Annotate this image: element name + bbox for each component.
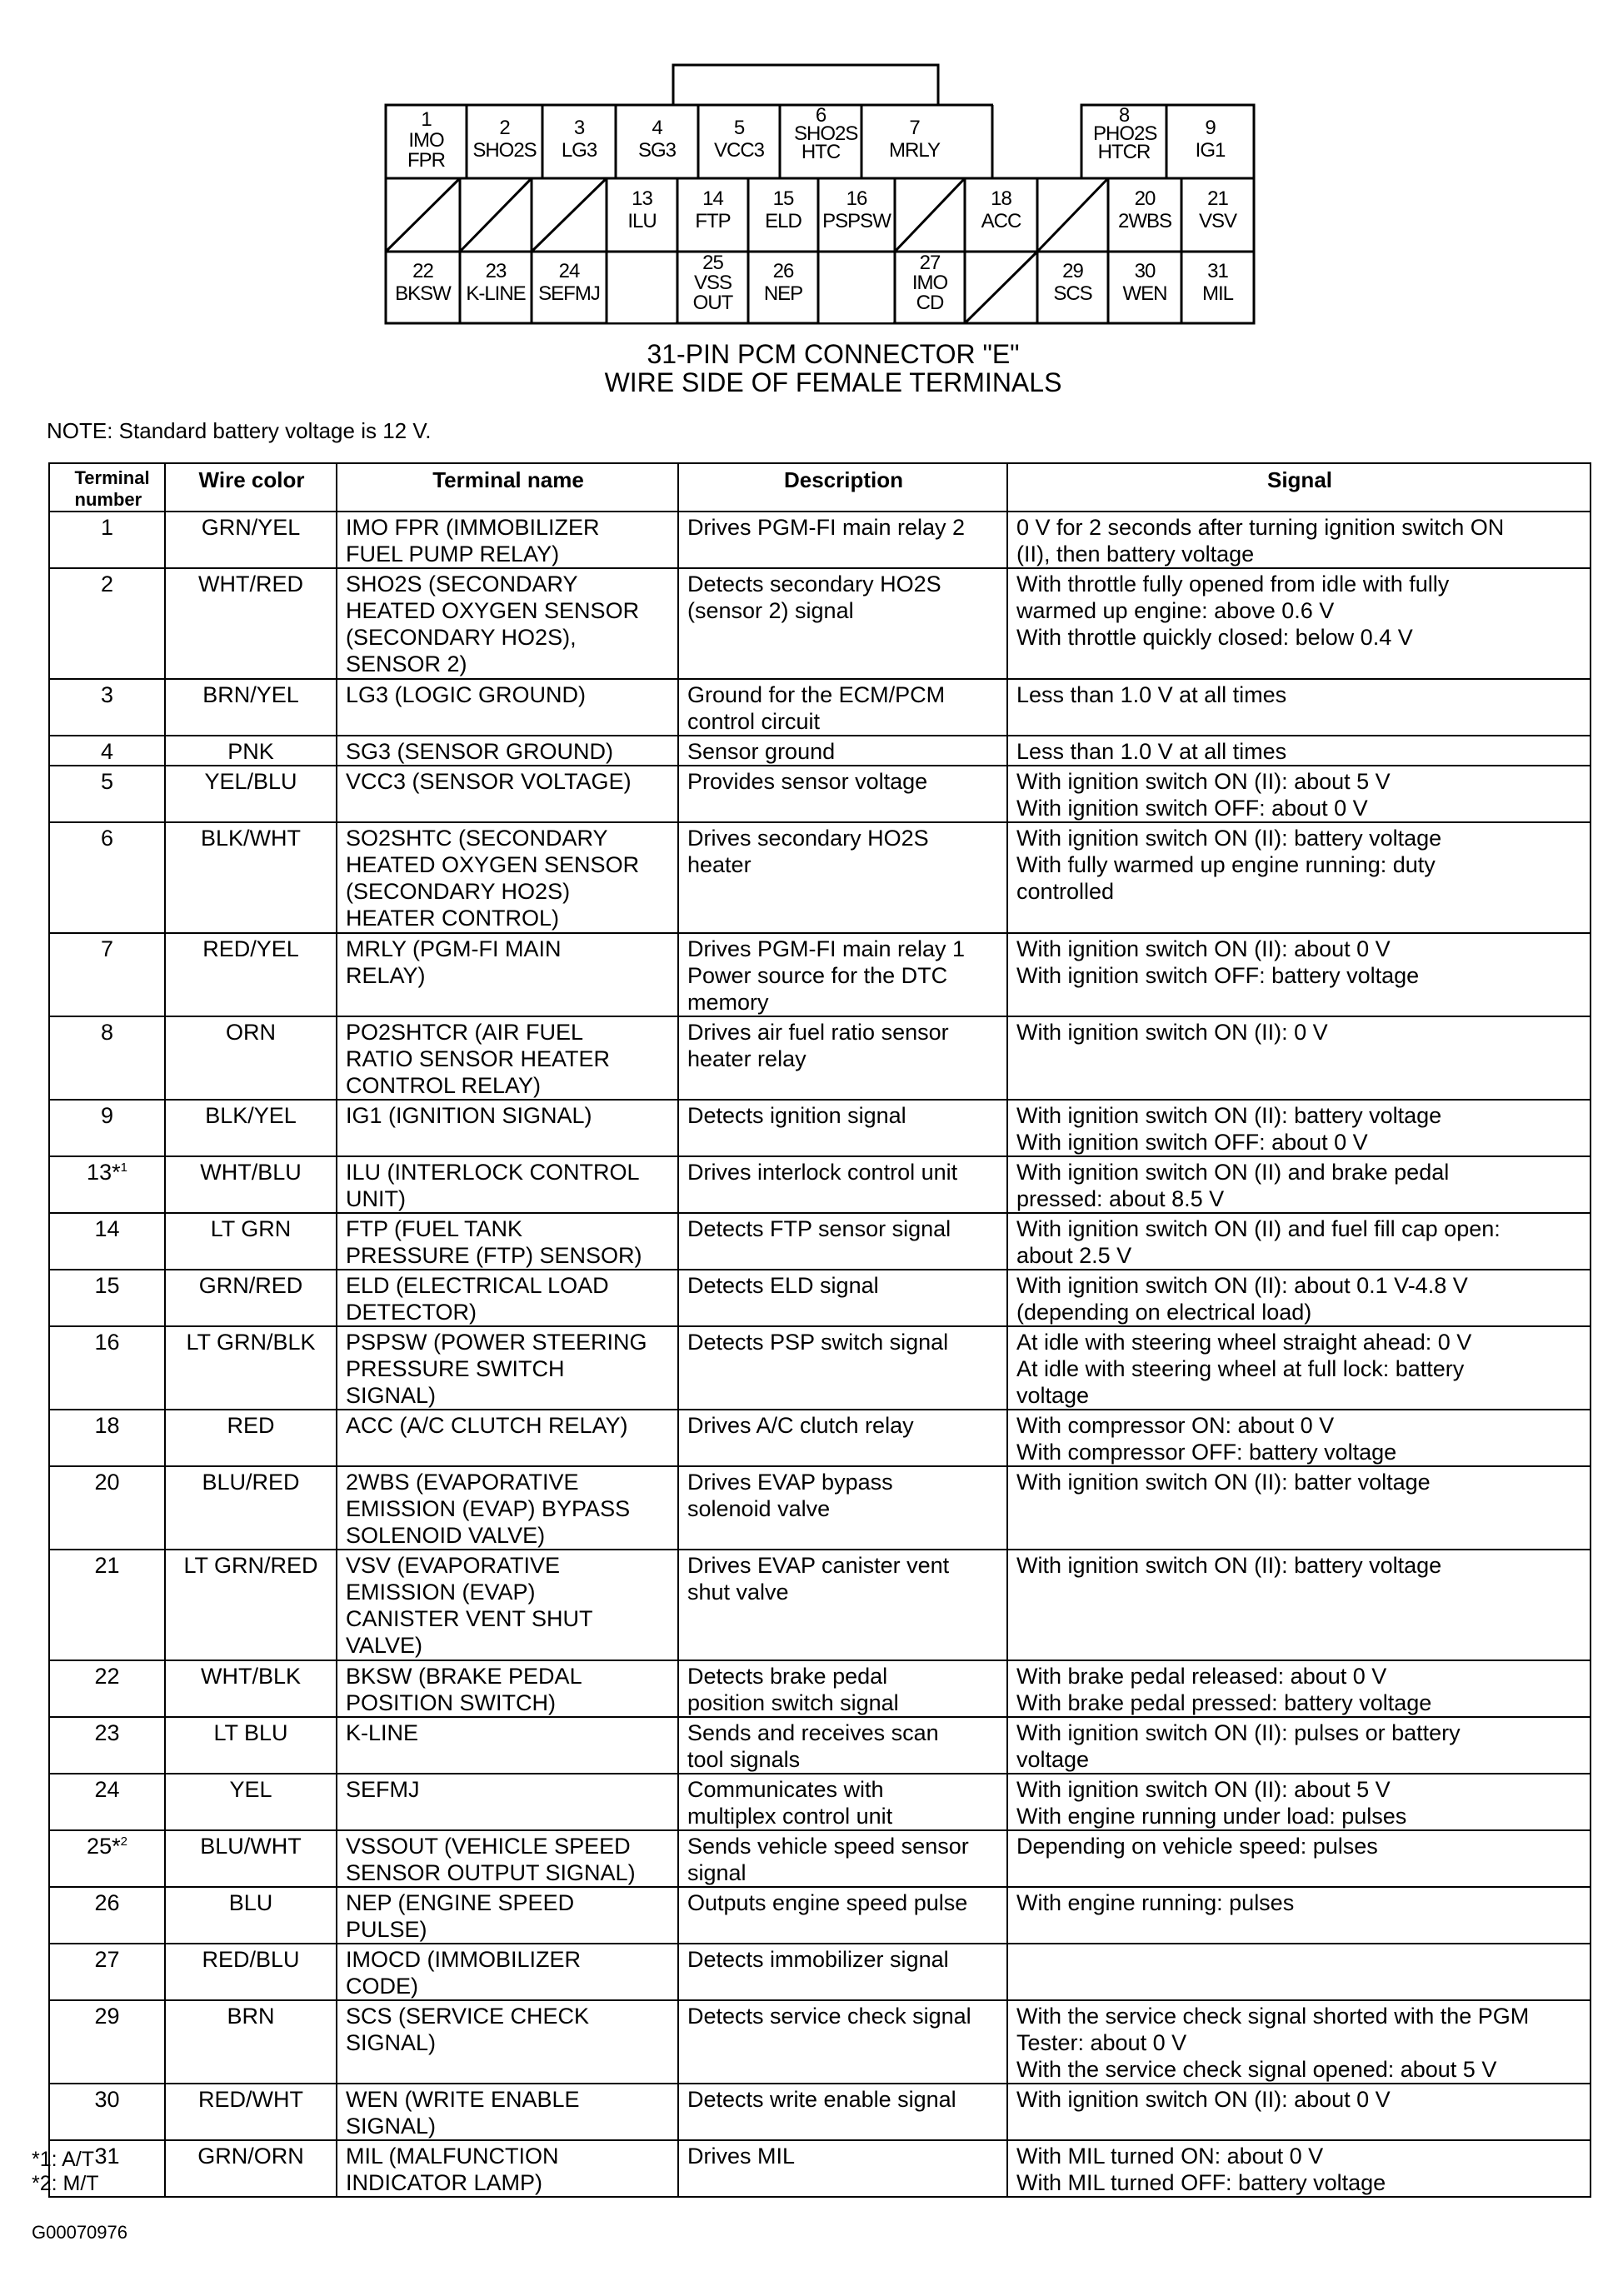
wire-color-cell: BRN <box>165 2000 337 2084</box>
terminal-name-cell: IMO FPR (IMMOBILIZER FUEL PUMP RELAY) <box>337 512 678 568</box>
pin-number: 15 <box>772 187 794 210</box>
table-row <box>49 1887 1591 1944</box>
pin-number: 16 <box>846 187 867 210</box>
terminal-name-cell: SHO2S (SECONDARY HEATED OXYGEN SENSOR (SECONDARY HO2S), SENSOR 2) <box>337 568 678 679</box>
pin-name: 2WBS <box>1117 210 1171 232</box>
signal-cell: With ignition switch ON (II): about 0 V With ignition switch OFF: battery voltage <box>1007 933 1591 1016</box>
connector-pin-14 <box>677 187 748 232</box>
terminal-name-cell: PO2SHTCR (AIR FUEL RATIO SENSOR HEATER CONTROL RELAY) <box>337 1016 678 1100</box>
footnote-1: *1: A/T <box>32 2148 95 2171</box>
pin-name: ILU <box>627 210 657 232</box>
connector-pin-20 <box>1108 187 1181 232</box>
connector-pin-22 <box>386 260 460 305</box>
wire-color-cell: LT BLU <box>165 1717 337 1774</box>
terminal-name-cell: ELD (ELECTRICAL LOAD DETECTOR) <box>337 1270 678 1326</box>
terminal-number-cell: 31 <box>49 2140 165 2197</box>
description-cell: Detects FTP sensor signal <box>678 1213 1007 1270</box>
terminal-name-cell: MIL (MALFUNCTION INDICATOR LAMP) <box>337 2140 678 2197</box>
connector-pin-15 <box>748 187 818 232</box>
terminal-number-cell: 15 <box>49 1270 165 1326</box>
terminal-number-cell: 5 <box>49 766 165 822</box>
connector-caption-title: 31-PIN PCM CONNECTOR "E" <box>647 339 1020 369</box>
terminal-name-cell: SO2SHTC (SECONDARY HEATED OXYGEN SENSOR (SECONDARY HO2S) HEATER CONTROL) <box>337 822 678 933</box>
description-cell: Sends and receives scan tool signals <box>678 1717 1007 1774</box>
connector-pin-7 <box>861 117 992 162</box>
connector-caption <box>500 340 1166 397</box>
pin-number: 20 <box>1134 187 1156 210</box>
signal-cell: With ignition switch ON (II): battery voltage With ignition switch OFF: about 0 V <box>1007 1100 1591 1156</box>
terminal-number-cell: 23 <box>49 1717 165 1774</box>
pin-name: SG3 <box>637 139 677 162</box>
terminal-number-cell: 4 <box>49 736 165 766</box>
connector-pin-6 <box>780 104 861 163</box>
description-cell: Detects brake pedal position switch signal <box>678 1660 1007 1717</box>
wire-color-cell: WHT/BLK <box>165 1660 337 1717</box>
connector-pin-31 <box>1181 260 1254 305</box>
pin-name: BKSW <box>395 282 451 305</box>
connector-caption-subtitle: WIRE SIDE OF FEMALE TERMINALS <box>604 367 1062 397</box>
table-row <box>49 1016 1591 1100</box>
pin-number: 1 <box>421 108 432 131</box>
connector-pin-3 <box>542 117 616 162</box>
terminal-name-cell: BKSW (BRAKE PEDAL POSITION SWITCH) <box>337 1660 678 1717</box>
table-row <box>49 1550 1591 1660</box>
pin-number: 29 <box>1062 260 1083 282</box>
connector-pin-4 <box>616 117 698 162</box>
connector-pin-25 <box>677 253 748 313</box>
signal-cell: With MIL turned ON: about 0 V With MIL turned OFF: battery voltage <box>1007 2140 1591 2197</box>
terminal-number-cell: 6 <box>49 822 165 933</box>
pin-number: 21 <box>1207 187 1228 210</box>
wire-color-cell: GRN/YEL <box>165 512 337 568</box>
pin-number: 23 <box>485 260 507 282</box>
description-cell: Drives interlock control unit <box>678 1156 1007 1213</box>
pin-name: ELD <box>765 210 802 232</box>
pin-number: 13 <box>632 187 652 210</box>
description-cell: Detects secondary HO2S (sensor 2) signal <box>678 568 1007 679</box>
terminal-number-cell: 2 <box>49 568 165 679</box>
signal-cell: With ignition switch ON (II) and fuel fill cap open: about 2.5 V <box>1007 1213 1591 1270</box>
pin-number: 31 <box>1207 260 1228 282</box>
terminal-name-cell: ACC (A/C CLUTCH RELAY) <box>337 1410 678 1466</box>
description-cell: Drives PGM-FI main relay 2 <box>678 512 1007 568</box>
wire-color-cell: BRN/YEL <box>165 679 337 736</box>
terminal-name-cell: LG3 (LOGIC GROUND) <box>337 679 678 736</box>
battery-voltage-note: NOTE: Standard battery voltage is 12 V. <box>47 418 432 443</box>
table-row <box>49 1270 1591 1326</box>
connector-pin-8 <box>1081 104 1166 163</box>
table-row <box>49 822 1591 933</box>
description-cell: Detects ignition signal <box>678 1100 1007 1156</box>
description-cell: Detects PSP switch signal <box>678 1326 1007 1410</box>
wire-color-cell: LT GRN/BLK <box>165 1326 337 1410</box>
description-cell: Drives A/C clutch relay <box>678 1410 1007 1466</box>
terminal-name-cell: SCS (SERVICE CHECK SIGNAL) <box>337 2000 678 2084</box>
terminal-name-cell: VSSOUT (VEHICLE SPEED SENSOR OUTPUT SIGNAL) <box>337 1830 678 1887</box>
terminal-name-cell: ILU (INTERLOCK CONTROL UNIT) <box>337 1156 678 1213</box>
signal-cell: With ignition switch ON (II): about 5 V With engine running under load: pulses <box>1007 1774 1591 1830</box>
table-row <box>49 568 1591 679</box>
table-row <box>49 512 1591 568</box>
signal-cell: With ignition switch ON (II): batter voltage <box>1007 1466 1591 1550</box>
header-terminal-number: Terminal number <box>49 463 165 512</box>
description-cell: Provides sensor voltage <box>678 766 1007 822</box>
pin-number: 7 <box>909 117 920 139</box>
table-row <box>49 1326 1591 1410</box>
terminal-name-cell: IMOCD (IMMOBILIZER CODE) <box>337 1944 678 2000</box>
table-row <box>49 1774 1591 1830</box>
terminal-table <box>48 462 1591 2198</box>
table-row <box>49 933 1591 1016</box>
description-cell: Drives MIL <box>678 2140 1007 2197</box>
terminal-number-cell: 8 <box>49 1016 165 1100</box>
connector-pin-18 <box>965 187 1037 232</box>
table-row <box>49 1213 1591 1270</box>
terminal-number-cell: 14 <box>49 1213 165 1270</box>
terminal-number-cell: 24 <box>49 1774 165 1830</box>
wire-color-cell: LT GRN/RED <box>165 1550 337 1660</box>
header-description: Description <box>678 463 1007 512</box>
connector-pin-2 <box>467 117 542 162</box>
description-cell: Ground for the ECM/PCM control circuit <box>678 679 1007 736</box>
signal-cell <box>1007 1944 1591 2000</box>
terminal-number-cell: 22 <box>49 1660 165 1717</box>
description-cell: Sends vehicle speed sensor signal <box>678 1830 1007 1887</box>
signal-cell: 0 V for 2 seconds after turning ignition switch ON (II), then battery voltage <box>1007 512 1591 568</box>
wire-color-cell: WHT/RED <box>165 568 337 679</box>
pin-name: IMO CD <box>911 272 948 314</box>
terminal-number-cell: 13*$^1$ <box>49 1156 165 1213</box>
pin-number: 30 <box>1134 260 1156 282</box>
signal-cell: With engine running: pulses <box>1007 1887 1591 1944</box>
connector-pin-30 <box>1108 260 1181 305</box>
header-terminal-name: Terminal name <box>337 463 678 512</box>
wire-color-cell: GRN/ORN <box>165 2140 337 2197</box>
table-row <box>49 679 1591 736</box>
terminal-number-cell: 1 <box>49 512 165 568</box>
connector-pin-13 <box>607 187 677 232</box>
connector-pin-29 <box>1037 260 1108 305</box>
wire-color-cell: BLU <box>165 1887 337 1944</box>
wire-color-cell: RED/BLU <box>165 1944 337 2000</box>
connector-pin-16 <box>818 187 895 232</box>
terminal-name-cell: 2WBS (EVAPORATIVE EMISSION (EVAP) BYPASS SOLENOID VALVE) <box>337 1466 678 1550</box>
signal-cell: With ignition switch ON (II): about 0 V <box>1007 2084 1591 2140</box>
pin-number: 8 <box>1118 104 1130 127</box>
wire-color-cell: YEL <box>165 1774 337 1830</box>
terminal-name-cell: WEN (WRITE ENABLE SIGNAL) <box>337 2084 678 2140</box>
wire-color-cell: PNK <box>165 736 337 766</box>
wire-color-cell: BLU/WHT <box>165 1830 337 1887</box>
terminal-number-cell: 21 <box>49 1550 165 1660</box>
table-row <box>49 736 1591 766</box>
table-row <box>49 1466 1591 1550</box>
wire-color-cell: RED <box>165 1410 337 1466</box>
pin-number: 27 <box>919 252 941 274</box>
description-cell: Detects ELD signal <box>678 1270 1007 1326</box>
table-row <box>49 1717 1591 1774</box>
signal-cell: Less than 1.0 V at all times <box>1007 736 1591 766</box>
pin-name: K-LINE <box>466 282 526 305</box>
pin-number: 24 <box>558 260 580 282</box>
table-row <box>49 2000 1591 2084</box>
table-body <box>49 512 1591 2197</box>
table-row <box>49 766 1591 822</box>
wire-color-cell: RED/YEL <box>165 933 337 1016</box>
table-row <box>49 2084 1591 2140</box>
footnote-2: *2: M/T <box>32 2172 99 2195</box>
terminal-name-cell: MRLY (PGM-FI MAIN RELAY) <box>337 933 678 1016</box>
description-cell: Drives EVAP canister vent shut valve <box>678 1550 1007 1660</box>
signal-cell: With ignition switch ON (II): battery voltage With fully warmed up engine running: duty controlled <box>1007 822 1591 933</box>
connector-pin-27 <box>895 253 965 313</box>
header-wire-color: Wire color <box>165 463 337 512</box>
table-row <box>49 1660 1591 1717</box>
wire-color-cell: BLU/RED <box>165 1466 337 1550</box>
wire-color-cell: GRN/RED <box>165 1270 337 1326</box>
wire-color-cell: RED/WHT <box>165 2084 337 2140</box>
signal-cell: With ignition switch ON (II): about 0.1 V-4.8 V (depending on electrical load) <box>1007 1270 1591 1326</box>
description-cell: Communicates with multiplex control unit <box>678 1774 1007 1830</box>
description-cell: Drives PGM-FI main relay 1 Power source for the DTC memory <box>678 933 1007 1016</box>
pin-name: SHO2S HTC <box>794 122 858 163</box>
terminal-name-cell: VSV (EVAPORATIVE EMISSION (EVAP) CANISTER VENT SHUT VALVE) <box>337 1550 678 1660</box>
pin-name: VSV <box>1198 210 1237 232</box>
connector-pin-23 <box>460 260 532 305</box>
header-signal: Signal <box>1007 463 1591 512</box>
pin-name: MRLY <box>889 139 940 162</box>
terminal-number-cell: 3 <box>49 679 165 736</box>
wire-color-cell: LT GRN <box>165 1213 337 1270</box>
pin-number: 5 <box>733 117 745 139</box>
pin-number: 18 <box>991 187 1011 210</box>
connector-pin-9 <box>1166 117 1254 162</box>
pin-name: SEFMJ <box>538 282 600 305</box>
pin-number: 2 <box>499 117 510 139</box>
wire-color-cell: BLK/YEL <box>165 1100 337 1156</box>
pin-number: 22 <box>412 260 433 282</box>
connector-pin-24 <box>532 260 607 305</box>
table-row <box>49 1156 1591 1213</box>
connector-pin-1 <box>386 108 467 171</box>
connector-pin-26 <box>748 260 818 305</box>
table-row <box>49 1410 1591 1466</box>
pin-number: 9 <box>1205 117 1216 139</box>
pin-number: 6 <box>815 104 826 127</box>
wire-color-cell: ORN <box>165 1016 337 1100</box>
pin-name: SHO2S <box>472 139 537 162</box>
terminal-name-cell: IG1 (IGNITION SIGNAL) <box>337 1100 678 1156</box>
description-cell: Sensor ground <box>678 736 1007 766</box>
signal-cell: Depending on vehicle speed: pulses <box>1007 1830 1591 1887</box>
terminal-name-cell: FTP (FUEL TANK PRESSURE (FTP) SENSOR) <box>337 1213 678 1270</box>
connector-pin-5 <box>698 117 780 162</box>
terminal-number-cell: 20 <box>49 1466 165 1550</box>
signal-cell: At idle with steering wheel straight ahead: 0 V At idle with steering wheel at full lock: battery voltage <box>1007 1326 1591 1410</box>
pin-number: 25 <box>702 252 723 274</box>
pin-name: FTP <box>695 210 731 232</box>
connector-pin-21 <box>1181 187 1254 232</box>
pin-name: LG3 <box>561 139 597 162</box>
terminal-name-cell: PSPSW (POWER STEERING PRESSURE SWITCH SIGNAL) <box>337 1326 678 1410</box>
terminal-number-cell: 7 <box>49 933 165 1016</box>
wire-color-cell: BLK/WHT <box>165 822 337 933</box>
terminal-name-cell: VCC3 (SENSOR VOLTAGE) <box>337 766 678 822</box>
terminal-number-cell: 18 <box>49 1410 165 1466</box>
table-row <box>49 2140 1591 2197</box>
pin-name: MIL <box>1201 282 1233 305</box>
terminal-number-cell: 9 <box>49 1100 165 1156</box>
signal-cell: Less than 1.0 V at all times <box>1007 679 1591 736</box>
pin-name: IMO FPR <box>407 129 445 172</box>
signal-cell: With ignition switch ON (II): battery voltage <box>1007 1550 1591 1660</box>
pin-name: PSPSW <box>822 210 891 232</box>
signal-cell: With the service check signal shorted with the PGM Tester: about 0 V With the service check signal opened: about 5 V <box>1007 2000 1591 2084</box>
table-row <box>49 1100 1591 1156</box>
pin-number: 3 <box>573 117 585 139</box>
signal-cell: With throttle fully opened from idle with fully warmed up engine: above 0.6 V With throttle quickly closed: below 0.4 V <box>1007 568 1591 679</box>
terminal-number-cell: 27 <box>49 1944 165 2000</box>
terminal-number-cell: 16 <box>49 1326 165 1410</box>
pin-name: NEP <box>763 282 803 305</box>
terminal-name-cell: SEFMJ <box>337 1774 678 1830</box>
wire-color-cell: YEL/BLU <box>165 766 337 822</box>
signal-cell: With compressor ON: about 0 V With compressor OFF: battery voltage <box>1007 1410 1591 1466</box>
description-cell: Detects service check signal <box>678 2000 1007 2084</box>
pin-name: VSS OUT <box>692 272 733 314</box>
table-header-row <box>49 463 1591 512</box>
description-cell: Drives secondary HO2S heater <box>678 822 1007 933</box>
table-row <box>49 1830 1591 1887</box>
description-cell: Drives air fuel ratio sensor heater relay <box>678 1016 1007 1100</box>
terminal-number-cell: 26 <box>49 1887 165 1944</box>
signal-cell: With brake pedal released: about 0 V With brake pedal pressed: battery voltage <box>1007 1660 1591 1717</box>
signal-cell: With ignition switch ON (II): about 5 V With ignition switch OFF: about 0 V <box>1007 766 1591 822</box>
terminal-number-cell: 25*$^2$ <box>49 1830 165 1887</box>
signal-cell: With ignition switch ON (II): pulses or battery voltage <box>1007 1717 1591 1774</box>
terminal-number-cell: 29 <box>49 2000 165 2084</box>
pin-name: ACC <box>981 210 1021 232</box>
pin-name: PHO2S HTCR <box>1093 122 1157 163</box>
pin-name: VCC3 <box>713 139 765 162</box>
pin-name: WEN <box>1122 282 1167 305</box>
pin-number: 4 <box>652 117 662 139</box>
terminal-number-cell: 30 <box>49 2084 165 2140</box>
figure-code: G00070976 <box>32 2222 127 2243</box>
description-cell: Detects write enable signal <box>678 2084 1007 2140</box>
pin-name: SCS <box>1053 282 1092 305</box>
pin-number: 14 <box>702 187 723 210</box>
pin-number: 26 <box>772 260 794 282</box>
description-cell: Detects immobilizer signal <box>678 1944 1007 2000</box>
table-row <box>49 1944 1591 2000</box>
pin-name: IG1 <box>1195 139 1226 162</box>
signal-cell: With ignition switch ON (II): 0 V <box>1007 1016 1591 1100</box>
signal-cell: With ignition switch ON (II) and brake pedal pressed: about 8.5 V <box>1007 1156 1591 1213</box>
description-cell: Outputs engine speed pulse <box>678 1887 1007 1944</box>
description-cell: Drives EVAP bypass solenoid valve <box>678 1466 1007 1550</box>
terminal-name-cell: K-LINE <box>337 1717 678 1774</box>
wire-color-cell: WHT/BLU <box>165 1156 337 1213</box>
terminal-name-cell: SG3 (SENSOR GROUND) <box>337 736 678 766</box>
terminal-name-cell: NEP (ENGINE SPEED PULSE) <box>337 1887 678 1944</box>
connector-diagram <box>0 0 1618 400</box>
